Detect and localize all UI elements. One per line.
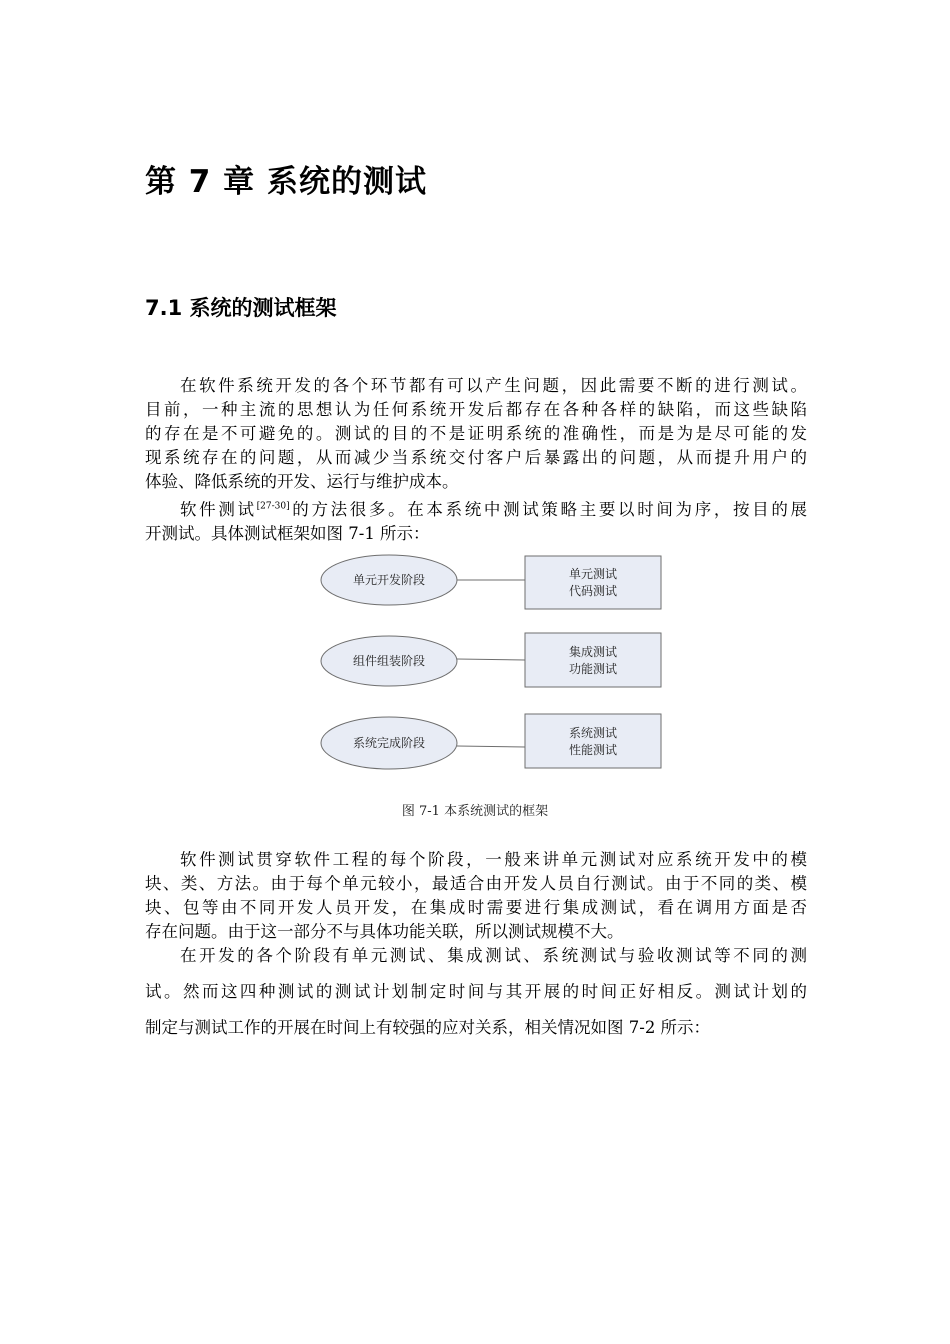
- paragraph-line: 存在问题。由于这一部分不与具体功能关联，所以测试规模不大。: [145, 922, 624, 941]
- paragraph-line: 体验、降低系统的开发、运行与维护成本。: [145, 472, 459, 491]
- test-framework-figure: [315, 552, 675, 784]
- paragraph-unit-testing: [145, 848, 807, 944]
- stage-label: 组件组装阶段: [352, 654, 426, 668]
- text-run: 的方法很多。在本系统中测试策略主要以时间为序，按目的展: [289, 500, 808, 519]
- stage-label: 单元开发阶段: [352, 573, 426, 587]
- figure-row: [321, 633, 661, 687]
- test-label: 单元测试: [568, 567, 618, 581]
- stage-label: 系统完成阶段: [352, 736, 426, 750]
- test-label: 系统测试: [568, 726, 618, 740]
- paragraph-line: 制定与测试工作的开展在时间上有较强的应对关系，相关情况如图 7-2 所示：: [145, 1018, 711, 1037]
- paragraph-line: [145, 498, 807, 522]
- figure-caption: 图 7-1 本系统测试的框架: [401, 804, 549, 819]
- figure-row: [321, 555, 661, 609]
- paragraph-line: 开测试。具体测试框架如图 7-1 所示：: [145, 524, 430, 543]
- paragraph-intro: [145, 374, 807, 494]
- paragraph-line: 现系统存在的问题，从而减少当系统交付客户后暴露出的问题，从而提升用户的: [145, 448, 807, 467]
- paragraph-line: 块、类、方法。由于每个单元较小，最适合由开发人员自行测试。由于不同的类、模: [145, 874, 807, 893]
- citation: [27-30]: [256, 501, 290, 512]
- paragraph-line: 在开发的各个阶段有单元测试、集成测试、系统测试与验收测试等不同的测: [180, 946, 807, 965]
- connector-line: [457, 659, 525, 660]
- paragraph-line: 软件测试贯穿软件工程的每个阶段，一般来讲单元测试对应系统开发中的模: [180, 850, 807, 869]
- section-title: 7.1 系统的测试框架: [145, 296, 337, 320]
- test-label: 代码测试: [568, 584, 618, 598]
- test-label: 功能测试: [568, 662, 618, 676]
- paragraph-line: 在软件系统开发的各个环节都有可以产生问题，因此需要不断的进行测试。: [180, 376, 807, 395]
- paragraph-line: 块、包等由不同开发人员开发，在集成时需要进行集成测试，看在调用方面是否: [145, 898, 807, 917]
- paragraph-method: [145, 498, 807, 546]
- test-label: 集成测试: [568, 645, 618, 659]
- paragraph-line: 的存在是不可避免的。测试的目的不是证明系统的准确性，而是为是尽可能的发: [145, 424, 807, 443]
- test-box: [525, 714, 661, 768]
- figure-row: [321, 714, 661, 769]
- chapter-title: 第 7 章 系统的测试: [145, 164, 427, 200]
- paragraph-line: 目前，一种主流的思想认为任何系统开发后都存在各种各样的缺陷，而这些缺陷: [145, 400, 807, 419]
- test-box: [525, 633, 661, 687]
- test-box: [525, 556, 661, 609]
- paragraph-line: 试。然而这四种测试的测试计划制定时间与其开展的时间正好相反。测试计划的: [145, 982, 807, 1001]
- connector-line: [457, 746, 525, 747]
- text-run: 软件测试: [180, 500, 257, 519]
- test-label: 性能测试: [568, 743, 618, 757]
- paragraph-test-plan: [145, 938, 807, 1046]
